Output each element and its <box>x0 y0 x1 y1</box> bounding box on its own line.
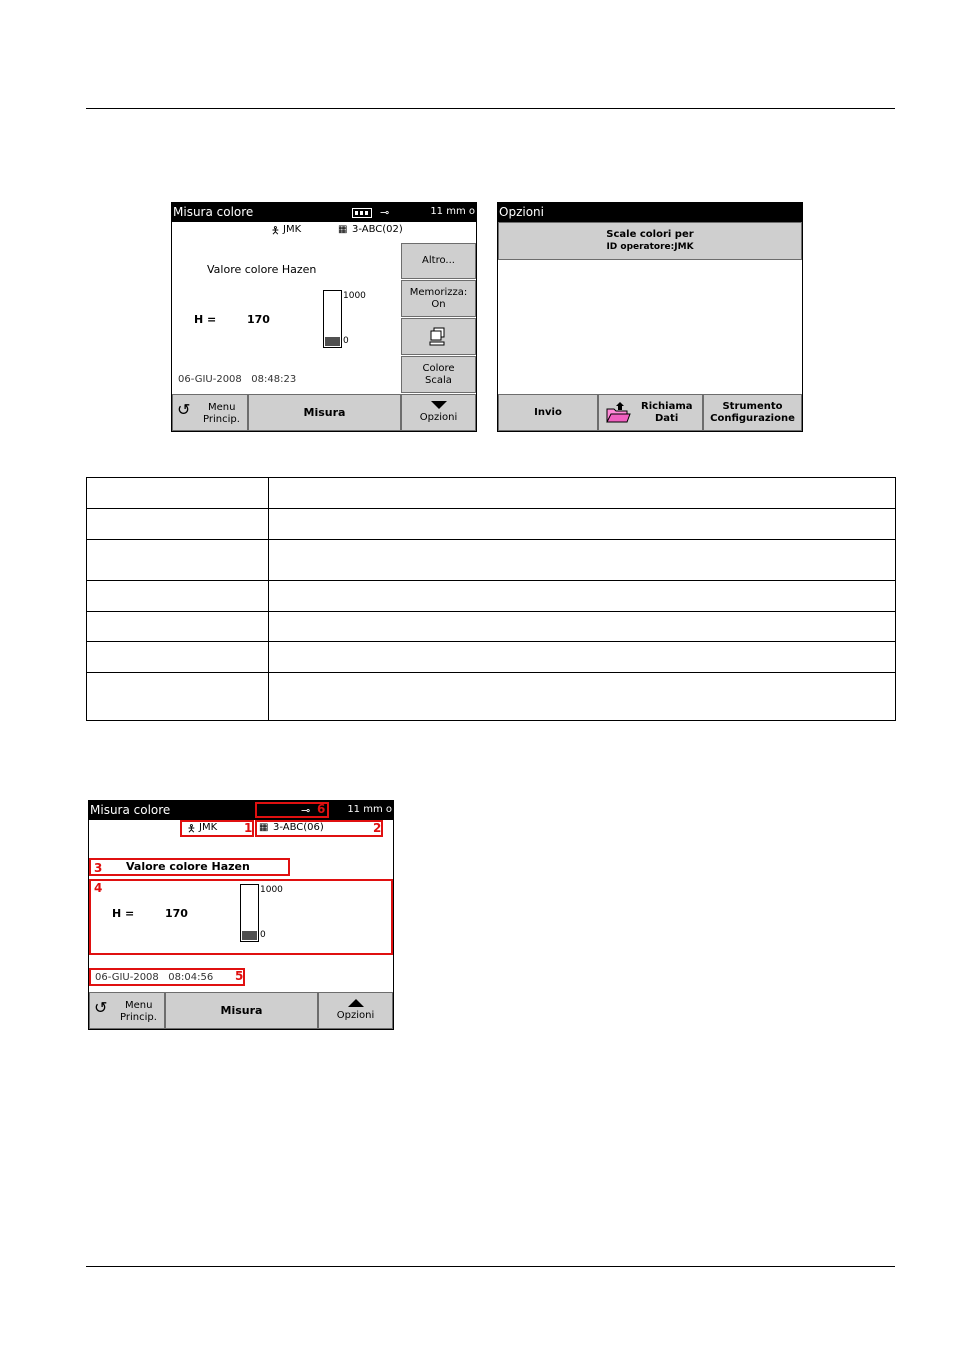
table-cell <box>87 673 269 721</box>
date-time: 06-GIU-2008 08:04:56 <box>95 972 214 983</box>
path-length: 11 mm o <box>430 206 475 217</box>
computer-icon <box>428 327 450 347</box>
callout-box-4 <box>89 879 393 955</box>
callout-number-4: 4 <box>94 881 103 895</box>
callout-number-6: 6 <box>317 802 326 816</box>
table-cell <box>269 509 896 540</box>
more-button-label: Altro... <box>422 255 455 266</box>
options-button[interactable] <box>401 394 476 431</box>
more-button[interactable] <box>401 243 476 279</box>
options-label: Opzioni <box>336 1010 375 1021</box>
bar-max-label: 1000 <box>343 291 366 301</box>
folder-open-icon <box>605 401 631 425</box>
bar-min-label: 0 <box>343 336 349 346</box>
power-plug-icon: ⊸ <box>301 804 311 817</box>
battery-icon <box>352 208 372 218</box>
color-scale-label-1: Colore <box>422 362 455 374</box>
operator-id: JMK <box>283 224 302 235</box>
power-plug-icon: ⊸ <box>380 206 390 219</box>
table-cell <box>87 642 269 673</box>
bar-min-label: 0 <box>260 930 266 940</box>
store-label: Memorizza: <box>409 286 468 298</box>
options-screen <box>497 202 803 432</box>
recall-data-label-2: Dati <box>655 413 679 424</box>
screen-title: Misura colore <box>90 803 171 817</box>
title-bar <box>89 801 393 820</box>
bottom-rule <box>86 1266 895 1267</box>
callout-box-5 <box>89 968 245 986</box>
color-scales-header-2: ID operatore:JMK <box>606 242 694 252</box>
main-menu-label-1: Menu <box>125 1000 153 1011</box>
table-row <box>87 612 896 642</box>
color-scales-header-1: Scale colori per <box>606 229 694 240</box>
date-time: 06-GIU-2008 08:48:23 <box>178 374 297 385</box>
recall-data-button[interactable] <box>598 394 703 431</box>
table-cell <box>269 612 896 642</box>
operator-id: JMK <box>199 822 218 833</box>
store-state: On <box>431 298 446 310</box>
result-heading: Valore colore Hazen <box>207 263 317 276</box>
measure-label: Misura <box>220 1003 263 1017</box>
recall-data-label-1: Richiama <box>641 401 693 412</box>
main-menu-button[interactable] <box>89 992 165 1029</box>
table-row <box>87 642 896 673</box>
options-title-bar <box>498 203 802 222</box>
table-cell <box>87 540 269 581</box>
table-cell <box>269 642 896 673</box>
result-label: H = <box>112 907 135 920</box>
measure-label: Misura <box>303 405 346 419</box>
result-value: 170 <box>165 907 188 920</box>
options-button[interactable] <box>318 992 393 1029</box>
callout-box-3 <box>89 858 290 876</box>
instrument-setup-label-2: Configurazione <box>710 412 795 424</box>
callout-box-2 <box>255 820 383 837</box>
annotated-measure-screen <box>88 800 394 1030</box>
path-length: 11 mm o <box>347 804 392 815</box>
callout-box-1 <box>180 820 254 837</box>
main-menu-label-2: Princip. <box>120 1012 157 1023</box>
measure-color-screen <box>171 202 477 432</box>
table-cell <box>269 478 896 509</box>
screen-title: Misura colore <box>173 205 254 219</box>
enter-label: Invio <box>534 406 562 418</box>
callout-number-1: 1 <box>244 821 253 835</box>
table-cell <box>87 612 269 642</box>
table-row <box>87 581 896 612</box>
level-fill <box>325 337 340 346</box>
measure-button[interactable] <box>165 992 318 1029</box>
back-arrow-icon: ↺ <box>177 400 191 419</box>
bar-max-label: 1000 <box>260 885 283 895</box>
callout-number-2: 2 <box>373 821 382 835</box>
color-scale-label-2: Scala <box>425 374 452 386</box>
table-cell <box>269 581 896 612</box>
color-scales-header <box>498 222 802 260</box>
level-bar <box>323 290 342 348</box>
options-label: Opzioni <box>419 412 458 423</box>
options-title: Opzioni <box>499 205 544 219</box>
table-cell <box>87 581 269 612</box>
sample-icon: ▦ <box>338 224 348 235</box>
data-log-button[interactable] <box>401 318 476 355</box>
table-row <box>87 509 896 540</box>
table-cell <box>87 478 269 509</box>
store-toggle-button[interactable] <box>401 280 476 317</box>
back-arrow-icon: ↺ <box>94 998 108 1017</box>
table-cell <box>87 509 269 540</box>
measure-button[interactable] <box>248 394 401 431</box>
enter-button[interactable] <box>498 394 598 431</box>
operator-icon: 🯅 <box>187 824 196 835</box>
instrument-setup-label-1: Strumento <box>722 400 783 412</box>
table-cell <box>269 540 896 581</box>
color-scale-button[interactable] <box>401 356 476 393</box>
triangle-up-icon <box>348 999 364 1007</box>
callout-number-3: 3 <box>94 861 103 875</box>
top-rule <box>86 108 895 109</box>
main-menu-label-1: Menu <box>208 402 236 413</box>
main-menu-button[interactable] <box>172 394 248 431</box>
table-row <box>87 540 896 581</box>
table-row <box>87 673 896 721</box>
table-cell <box>269 673 896 721</box>
result-heading: Valore colore Hazen <box>126 860 250 873</box>
sample-id: 3-ABC(06) <box>273 822 324 833</box>
operator-icon: 🯅 <box>271 226 280 237</box>
instrument-setup-button[interactable] <box>703 394 802 431</box>
sample-id: 3-ABC(02) <box>352 224 403 235</box>
table-row <box>87 478 896 509</box>
triangle-down-icon <box>431 401 447 409</box>
description-table <box>86 477 896 721</box>
main-menu-label-2: Princip. <box>203 414 240 425</box>
sample-icon: ▦ <box>259 822 269 833</box>
result-label: H = <box>194 313 217 326</box>
callout-number-5: 5 <box>235 969 244 983</box>
title-bar <box>172 203 476 222</box>
result-value: 170 <box>247 313 270 326</box>
